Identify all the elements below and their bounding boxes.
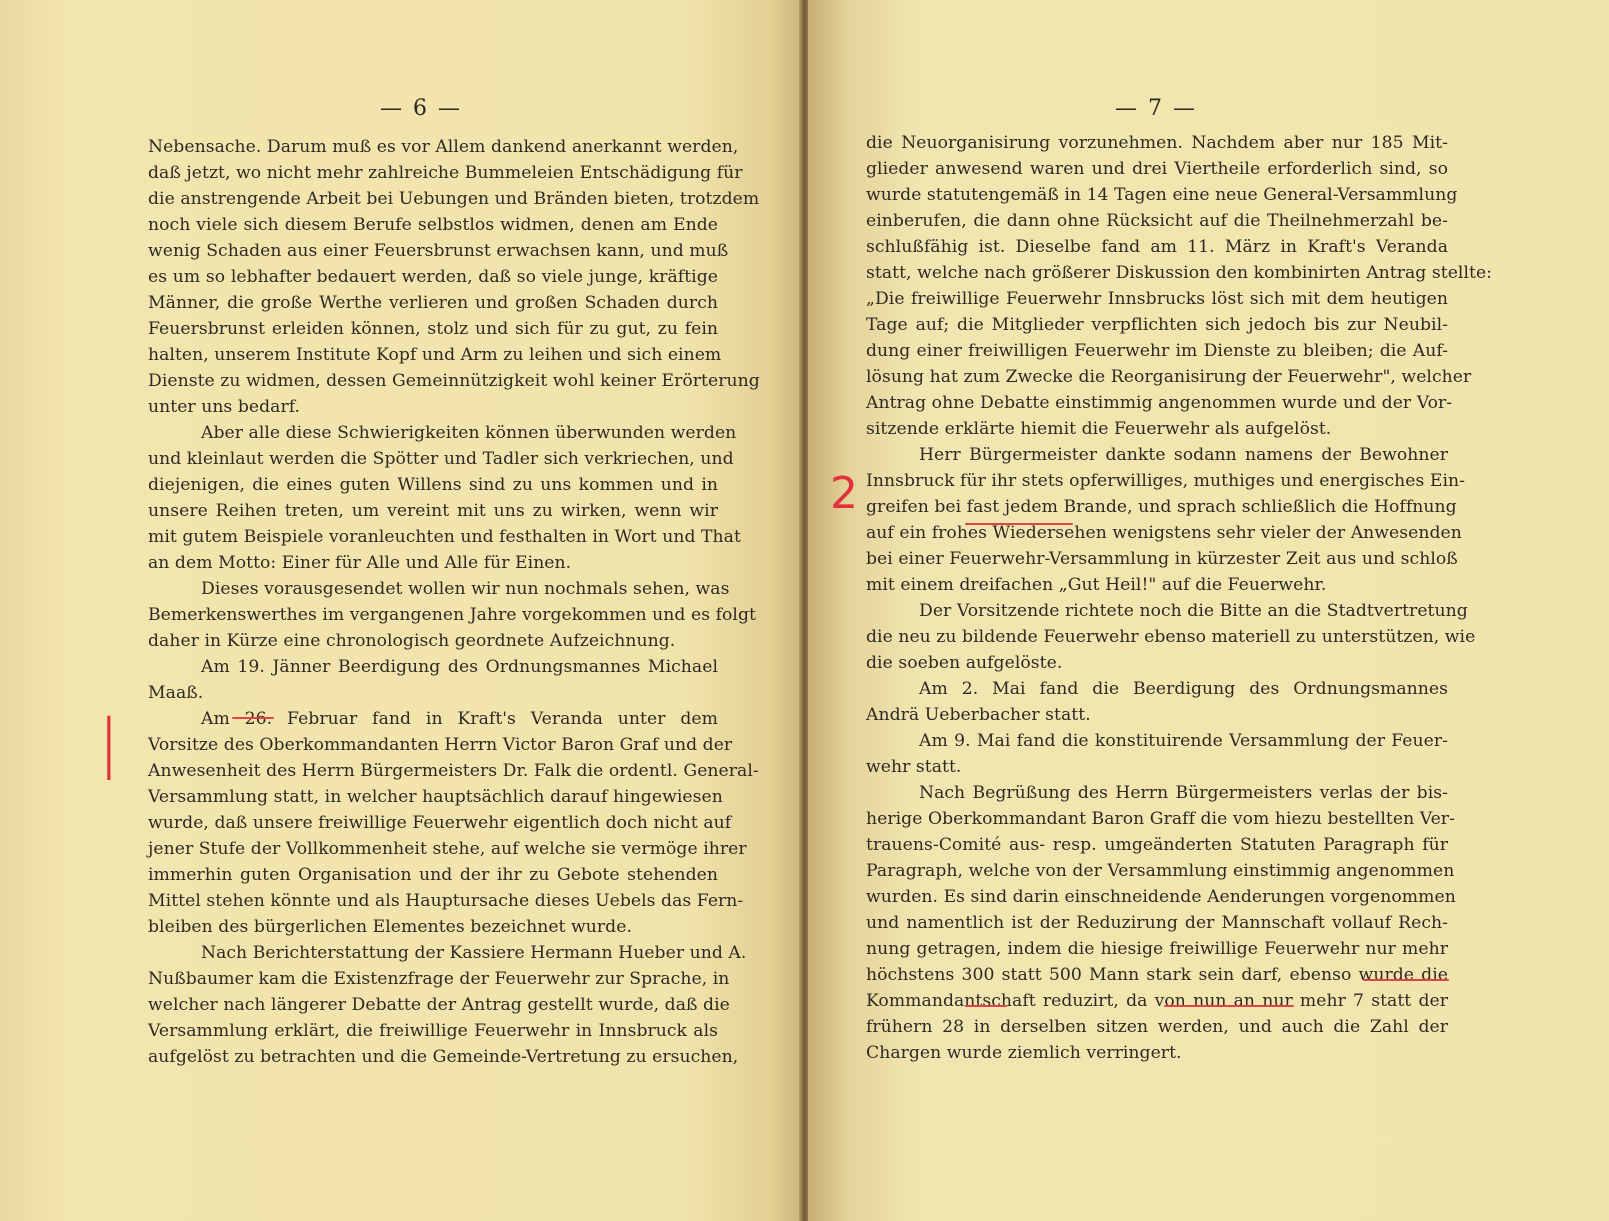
- text-line: immerhin guten Organisation und der ihr zu Gebote stehenden: [148, 865, 718, 885]
- red-underline: [232, 717, 274, 719]
- text-line: die soeben aufgelöste.: [866, 653, 1063, 673]
- text-line: Nußbaumer kam die Existenzfrage der Feuerwehr zur Sprache, in: [148, 969, 730, 989]
- text-line: Anwesenheit des Herrn Bürgermeisters Dr. Falk die ordentl. General-: [148, 761, 759, 781]
- text-line: lösung hat zum Zwecke die Reorganisirung der Feuerwehr", welcher: [866, 367, 1472, 387]
- text-line: jener Stufe der Vollkommenheit stehe, auf welche sie vermöge ihrer: [148, 839, 747, 859]
- text-line: glieder anwesend waren und drei Viertheile erforderlich sind, so: [866, 159, 1448, 179]
- text-line: Aber alle diese Schwierigkeiten können überwunden werden: [201, 423, 737, 443]
- text-line: aufgelöst zu betrachten und die Gemeinde-Vertretung zu ersuchen,: [148, 1047, 739, 1067]
- text-line: bei einer Feuerwehr-Versammlung in kürzester Zeit aus und schloß: [866, 549, 1458, 569]
- text-line: es um so lebhafter bedauert werden, daß so viele junge, kräftige: [148, 267, 718, 287]
- text-line: Am 26. Februar fand in Kraft's Veranda unter dem: [201, 709, 718, 729]
- text-line: die anstrengende Arbeit bei Uebungen und Bränden bieten, trotzdem: [148, 189, 760, 209]
- red-underline: [965, 523, 1073, 525]
- text-line: Versammlung erklärt, die freiwillige Feuerwehr in Innsbruck als: [148, 1021, 718, 1041]
- page-body: [866, 130, 1493, 1066]
- text-line: „Die freiwillige Feuerwehr Innsbrucks löst sich mit dem heutigen: [866, 289, 1448, 309]
- right-page: [808, 0, 1609, 1221]
- text-line: schlußfähig ist. Dieselbe fand am 11. März in Kraft's Veranda: [866, 237, 1448, 257]
- text-line: und kleinlaut werden die Spötter und Tadler sich verkriechen, und: [148, 449, 734, 469]
- text-line: Tage auf; die Mitglieder verpflichten sich jedoch bis zur Neubil-: [866, 315, 1448, 335]
- text-line: die neu zu bildende Feuerwehr ebenso materiell zu unterstützen, wie: [866, 627, 1476, 647]
- page-body: [148, 134, 760, 1070]
- text-line: Dieses vorausgesendet wollen wir nun nochmals sehen, was: [201, 579, 730, 599]
- text-line: Am 2. Mai fand die Beerdigung des Ordnungsmannes: [919, 679, 1448, 699]
- text-line: statt, welche nach größerer Diskussion den kombinirten Antrag stellte:: [866, 263, 1493, 283]
- text-line: wenig Schaden aus einer Feuersbrunst erwachsen kann, und muß: [148, 241, 729, 261]
- text-line: wurde, daß unsere freiwillige Feuerwehr eigentlich doch nicht auf: [148, 813, 732, 833]
- text-line: Versammlung statt, in welcher hauptsächlich darauf hingewiesen: [148, 787, 723, 807]
- text-line: Innsbruck für ihr stets opferwilliges, muthiges und energisches Ein-: [866, 471, 1466, 491]
- red-underline: [1164, 1005, 1294, 1007]
- text-line: Chargen wurde ziemlich verringert.: [866, 1043, 1182, 1063]
- text-line: diejenigen, die eines guten Willens sind zu uns kommen und in: [148, 475, 718, 495]
- red-margin-mark: |: [102, 707, 116, 781]
- text-line: mit gutem Beispiele voranleuchten und festhalten in Wort und That: [148, 527, 741, 547]
- text-line: frühern 28 in derselben sitzen werden, und auch die Zahl der: [866, 1017, 1448, 1037]
- text-line: auf ein frohes Wiedersehen wenigstens sehr vieler der Anwesenden: [866, 523, 1462, 543]
- text-line: Feuersbrunst erleiden können, stolz und sich für zu gut, zu fein: [148, 319, 718, 339]
- text-line: wurden. Es sind darin einschneidende Aenderungen vorgenommen: [866, 887, 1456, 907]
- red-underline: [1363, 979, 1449, 981]
- text-line: mit einem dreifachen „Gut Heil!" auf die Feuerwehr.: [866, 575, 1327, 595]
- page-number: — 7 —: [1115, 96, 1197, 121]
- text-line: unsere Reihen treten, um vereint mit uns zu wirken, wenn wir: [148, 501, 718, 521]
- text-line: Maaß.: [148, 683, 204, 703]
- text-line: Andrä Ueberbacher statt.: [866, 705, 1091, 725]
- red-margin-mark: 2: [830, 468, 858, 519]
- text-line: dung einer freiwilligen Feuerwehr im Dienste zu bleiben; die Auf-: [866, 341, 1448, 361]
- text-line: Herr Bürgermeister dankte sodann namens der Bewohner: [919, 445, 1448, 465]
- text-line: Antrag ohne Debatte einstimmig angenommen wurde und der Vor-: [866, 393, 1453, 413]
- text-line: an dem Motto: Einer für Alle und Alle für Einen.: [148, 553, 572, 573]
- text-line: die Neuorganisirung vorzunehmen. Nachdem aber nur 185 Mit-: [866, 133, 1448, 153]
- text-line: halten, unserem Institute Kopf und Arm zu leihen und sich einem: [148, 345, 722, 365]
- text-line: wehr statt.: [866, 757, 962, 777]
- text-line: Am 19. Jänner Beerdigung des Ordnungsmannes Michael: [201, 657, 718, 677]
- text-line: Mittel stehen könnte und als Hauptursache dieses Uebels das Fern-: [148, 891, 744, 911]
- text-line: daher in Kürze eine chronologisch geordnete Aufzeichnung.: [148, 631, 676, 651]
- text-line: Nach Begrüßung des Herrn Bürgermeisters verlas der bis-: [919, 783, 1448, 803]
- text-line: höchstens 300 statt 500 Mann stark sein darf, ebenso wurde die: [866, 965, 1448, 985]
- page-number: — 6 —: [380, 96, 462, 121]
- text-line: Nach Berichterstattung der Kassiere Hermann Hueber und A.: [201, 943, 747, 963]
- text-line: Paragraph, welche von der Versammlung einstimmig angenommen: [866, 861, 1455, 881]
- text-line: Am 9. Mai fand die konstituirende Versammlung der Feuer-: [919, 731, 1448, 751]
- text-line: welcher nach längerer Debatte der Antrag gestellt wurde, daß die: [148, 995, 730, 1015]
- text-line: nung getragen, indem die hiesige freiwillige Feuerwehr nur mehr: [866, 939, 1448, 959]
- text-line: noch viele sich diesem Berufe selbstlos widmen, denen am Ende: [148, 215, 718, 235]
- text-line: und namentlich ist der Reduzirung der Mannschaft vollauf Rech-: [866, 913, 1448, 933]
- text-line: Kommandantschaft reduzirt, da von nun an nur mehr 7 statt der: [866, 991, 1448, 1011]
- text-line: einberufen, die dann ohne Rücksicht auf die Theilnehmerzahl be-: [866, 211, 1448, 231]
- text-line: bleiben des bürgerlichen Elementes bezeichnet wurde.: [148, 917, 632, 937]
- red-underline: [965, 1005, 1007, 1007]
- text-line: greifen bei fast jedem Brande, und sprach schließlich die Hoffnung: [866, 497, 1457, 517]
- text-line: unter uns bedarf.: [148, 397, 301, 417]
- text-line: Vorsitze des Oberkommandanten Herrn Victor Baron Graf und der: [148, 735, 733, 755]
- text-line: sitzende erklärte hiemit die Feuerwehr als aufgelöst.: [866, 419, 1332, 439]
- text-line: Bemerkenswerthes im vergangenen Jahre vorgekommen und es folgt: [148, 605, 756, 625]
- text-line: daß jetzt, wo nicht mehr zahlreiche Bummeleien Entschädigung für: [148, 163, 743, 183]
- text-line: Der Vorsitzende richtete noch die Bitte an die Stadtvertretung: [919, 601, 1468, 621]
- text-line: Nebensache. Darum muß es vor Allem dankend anerkannt werden,: [148, 137, 739, 157]
- text-line: Dienste zu widmen, dessen Gemeinnützigkeit wohl keiner Erörterung: [148, 371, 760, 391]
- text-line: trauens-Comité aus- resp. umgeänderten Statuten Paragraph für: [866, 835, 1448, 855]
- text-line: herige Oberkommandant Baron Graff die vom hiezu bestellten Ver-: [866, 809, 1455, 829]
- text-line: Männer, die große Werthe verlieren und großen Schaden durch: [148, 293, 718, 313]
- text-line: wurde statutengemäß in 14 Tagen eine neue General-Versammlung: [866, 185, 1458, 205]
